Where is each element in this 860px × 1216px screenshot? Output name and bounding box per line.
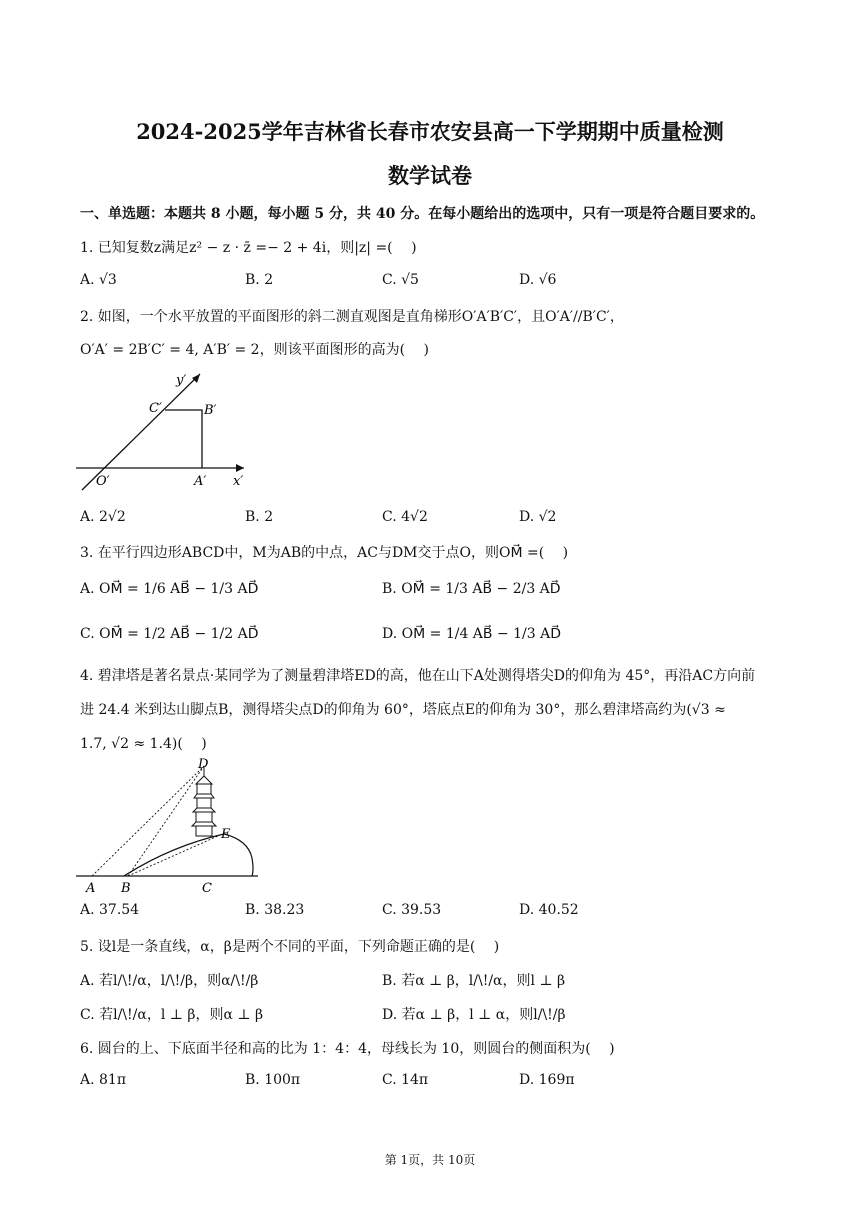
question-2-stem-line2: O′A′ = 2B′C′ = 4, A′B′ = 2，则该平面图形的高为( ) (80, 342, 429, 358)
label-d: D (198, 757, 209, 772)
question-4-stem-line2: 进 24.4 米到达山脚点B，测得塔尖点D的仰角为 60°，塔底点E的仰角为 30°，那么碧津塔高约为(√3 ≈ (80, 702, 726, 718)
q4-option-a: A. 37.54 (80, 902, 140, 918)
q1-option-b: B. 2 (245, 272, 274, 288)
question-6-stem: 6. 圆台的上、下底面半径和高的比为 1：4：4，母线长为 10，则圆台的侧面积为( ) (80, 1041, 615, 1057)
label-c: C (202, 881, 212, 896)
question-3-stem: 3. 在平行四边形ABCD中，M为AB的中点，AC与DM交于点O，则OM⃗ =( ) (80, 545, 569, 561)
label-y-prime: y′ (176, 373, 187, 388)
q6-option-b: B. 100π (245, 1072, 301, 1088)
q4-option-c: C. 39.53 (382, 902, 442, 918)
q4-option-b: B. 38.23 (245, 902, 305, 918)
q5-option-d: D. 若α ⊥ β，l ⊥ α，则l/\!/β (382, 1007, 566, 1023)
q2-option-b: B. 2 (245, 509, 274, 525)
q1-option-d: D. √6 (519, 272, 557, 288)
y-axis (82, 374, 200, 490)
label-b-prime: B′ (204, 403, 217, 418)
question-5-stem: 5. 设l是一条直线，α，β是两个不同的平面，下列命题正确的是( ) (80, 939, 500, 955)
hill-outline (124, 834, 253, 876)
q6-option-d: D. 169π (519, 1072, 575, 1088)
q3-option-b: B. OM⃗ = 1/3 AB⃗ − 2/3 AD⃗ (382, 581, 561, 597)
q5-option-b: B. 若α ⊥ β，l/\!/α，则l ⊥ β (382, 973, 566, 989)
question-4-stem-line1: 4. 碧津塔是著名景点·某同学为了测量碧津塔ED的高，他在山下A处测得塔尖D的仰角为 45°，再沿AC方向前 (80, 668, 756, 684)
q3-option-d: D. OM⃗ = 1/4 AB⃗ − 1/3 AD⃗ (382, 626, 562, 642)
q6-option-a: A. 81π (80, 1072, 127, 1088)
q1-option-a: A. √3 (80, 272, 117, 288)
tower-icon (192, 768, 216, 836)
question-4-stem-line3: 1.7, √2 ≈ 1.4)( ) (80, 736, 207, 752)
label-a-prime: A′ (194, 474, 207, 489)
q2-option-c: C. 4√2 (382, 509, 428, 525)
page-subtitle: 数学试卷 (388, 163, 472, 188)
question-1-stem: 1. 已知复数z满足z² − z · z̄ =− 2 + 4i，则|z| =( ) (80, 240, 417, 256)
q3-option-c: C. OM⃗ = 1/2 AB⃗ − 1/2 AD⃗ (80, 626, 259, 642)
trapezoid-edges (165, 410, 202, 468)
sight-lines (92, 766, 218, 876)
page-title: 2024-2025学年吉林省长春市农安县高一下学期期中质量检测 (136, 119, 724, 144)
q2-option-a: A. 2√2 (80, 509, 126, 525)
label-e: E (221, 827, 231, 842)
q6-option-c: C. 14π (382, 1072, 429, 1088)
page-footer: 第 1页，共 10页 (384, 1153, 476, 1167)
x-axis-arrow (236, 464, 244, 472)
label-b: B (121, 881, 131, 896)
label-o-prime: O′ (96, 474, 110, 489)
q2-option-d: D. √2 (519, 509, 557, 525)
y-axis-arrow (192, 374, 200, 383)
question-2-stem-line1: 2. 如图，一个水平放置的平面图形的斜二测直观图是直角梯形O′A′B′C′，且O′A′//B′C′， (80, 309, 624, 325)
trapezoid-figure (76, 366, 256, 496)
label-a: A (86, 881, 96, 896)
tower-figure (76, 754, 266, 896)
label-x-prime: x′ (233, 474, 244, 489)
label-c-prime: C′ (149, 401, 162, 416)
section-heading: 一、单选题：本题共 8 小题，每小题 5 分，共 40 分。在每小题给出的选项中，只有一项是符合题目要求的。 (80, 206, 765, 222)
q4-option-d: D. 40.52 (519, 902, 579, 918)
q5-option-c: C. 若l/\!/α，l ⊥ β，则α ⊥ β (80, 1007, 264, 1023)
q3-option-a: A. OM⃗ = 1/6 AB⃗ − 1/3 AD⃗ (80, 581, 259, 597)
q1-option-c: C. √5 (382, 272, 419, 288)
q5-option-a: A. 若l/\!/α，l/\!/β，则α/\!/β (80, 973, 259, 989)
